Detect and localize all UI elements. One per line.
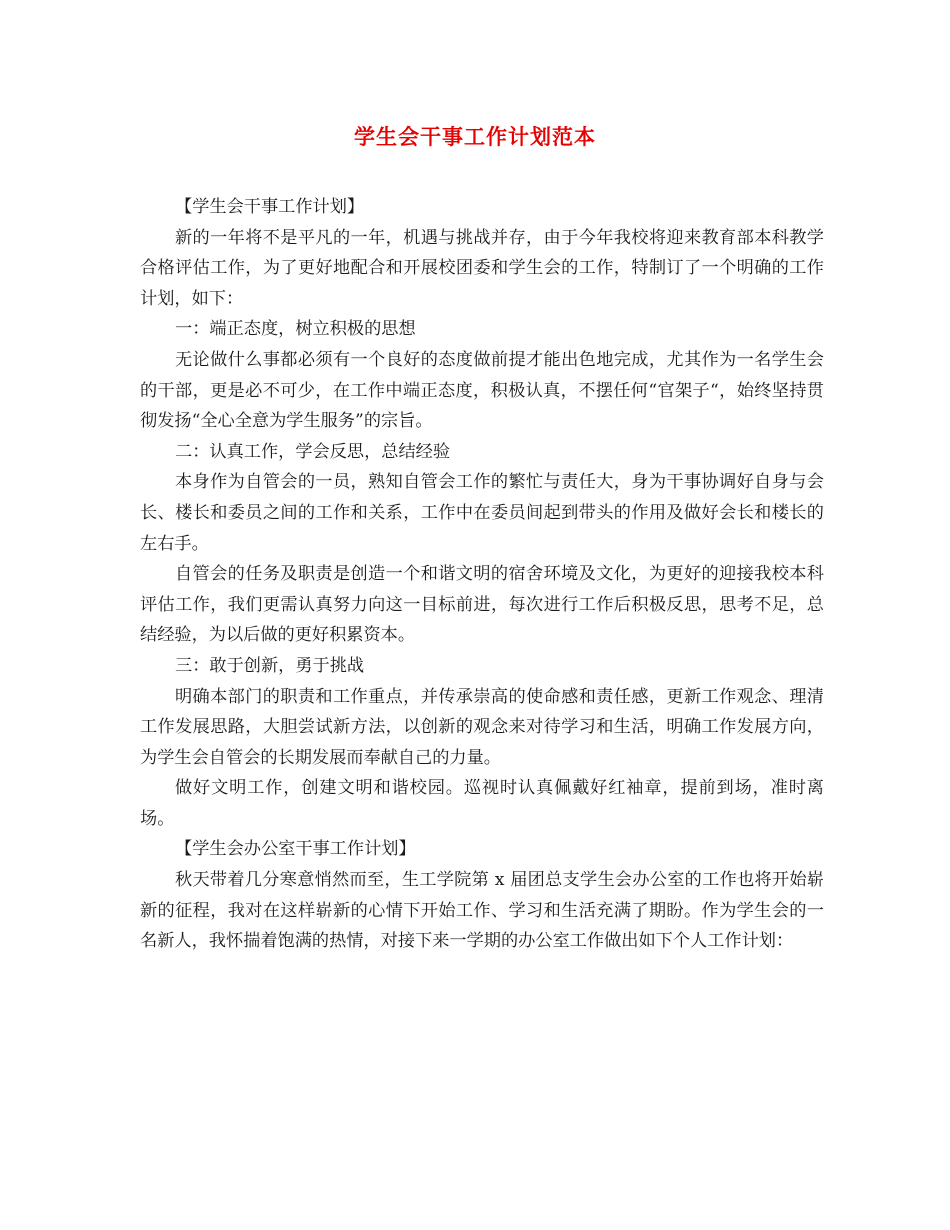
document-body [140,192,824,957]
paragraph: 【学生会干事工作计划】 [175,197,365,217]
document-title: 学生会干事工作计划范本 [354,124,596,149]
paragraph: 三：敢于创新，勇于挑战 [175,655,365,676]
paragraph: 一：端正态度，树立积极的思想 [175,319,416,340]
paragraph: 二：认真工作，学会反思，总结经验 [175,441,451,462]
paragraph: 明确本部门的职责和工作重点，并传承崇高的使命感和责任感，更新工作观念、理清工作发展思路，大胆尝试新方法，以创新的观念来对待学习和生活，明确工作发展方向，为学生会自管会的长期发展而奉献自己的力量。 [140,686,824,768]
paragraph: 做好文明工作，创建文明和谐校园。巡视时认真佩戴好红袖章，提前到场，准时离场。 [140,778,824,829]
paragraph: 本身作为自管会的一员，熟知自管会工作的繁忙与责任大，身为干事协调好自身与会长、楼长和委员之间的工作和关系，工作中在委员间起到带头的作用及做好会长和楼长的左右手。 [140,472,824,554]
paragraph: 自管会的任务及职责是创造一个和谐文明的宿舍环境及文化，为更好的迎接我校本科评估工作，我们更需认真努力向这一目标前进，每次进行工作后积极反思，思考不足，总结经验，为以后做的更好积累资本。 [140,564,824,646]
paragraph: 无论做什么事都必须有一个良好的态度做前提才能出色地完成，尤其作为一名学生会的干部，更是必不可少，在工作中端正态度，积极认真，不摆任何“官架子“，始终坚持贯彻发扬“全心全意为学生服务”的宗旨。 [140,349,824,432]
paragraph: 新的一年将不是平凡的一年，机遇与挑战并存，由于今年我校将迎来教育部本科教学合格评估工作，为了更好地配合和开展校团委和学生会的工作，特制订了一个明确的工作计划，如下： [140,227,824,309]
paragraph: 【学生会办公室干事工作计划】 [175,839,416,860]
paragraph: 秋天带着几分寒意悄然而至，生工学院第 x 届团总支学生会办公室的工作也将开始崭新的征程，我对在这样崭新的心情下开始工作、学习和生活充满了期盼。作为学生会的一名新人，我怀揣着饱满的热情，对接下来一学期的办公室工作做出如下个人工作计划： [140,870,824,952]
